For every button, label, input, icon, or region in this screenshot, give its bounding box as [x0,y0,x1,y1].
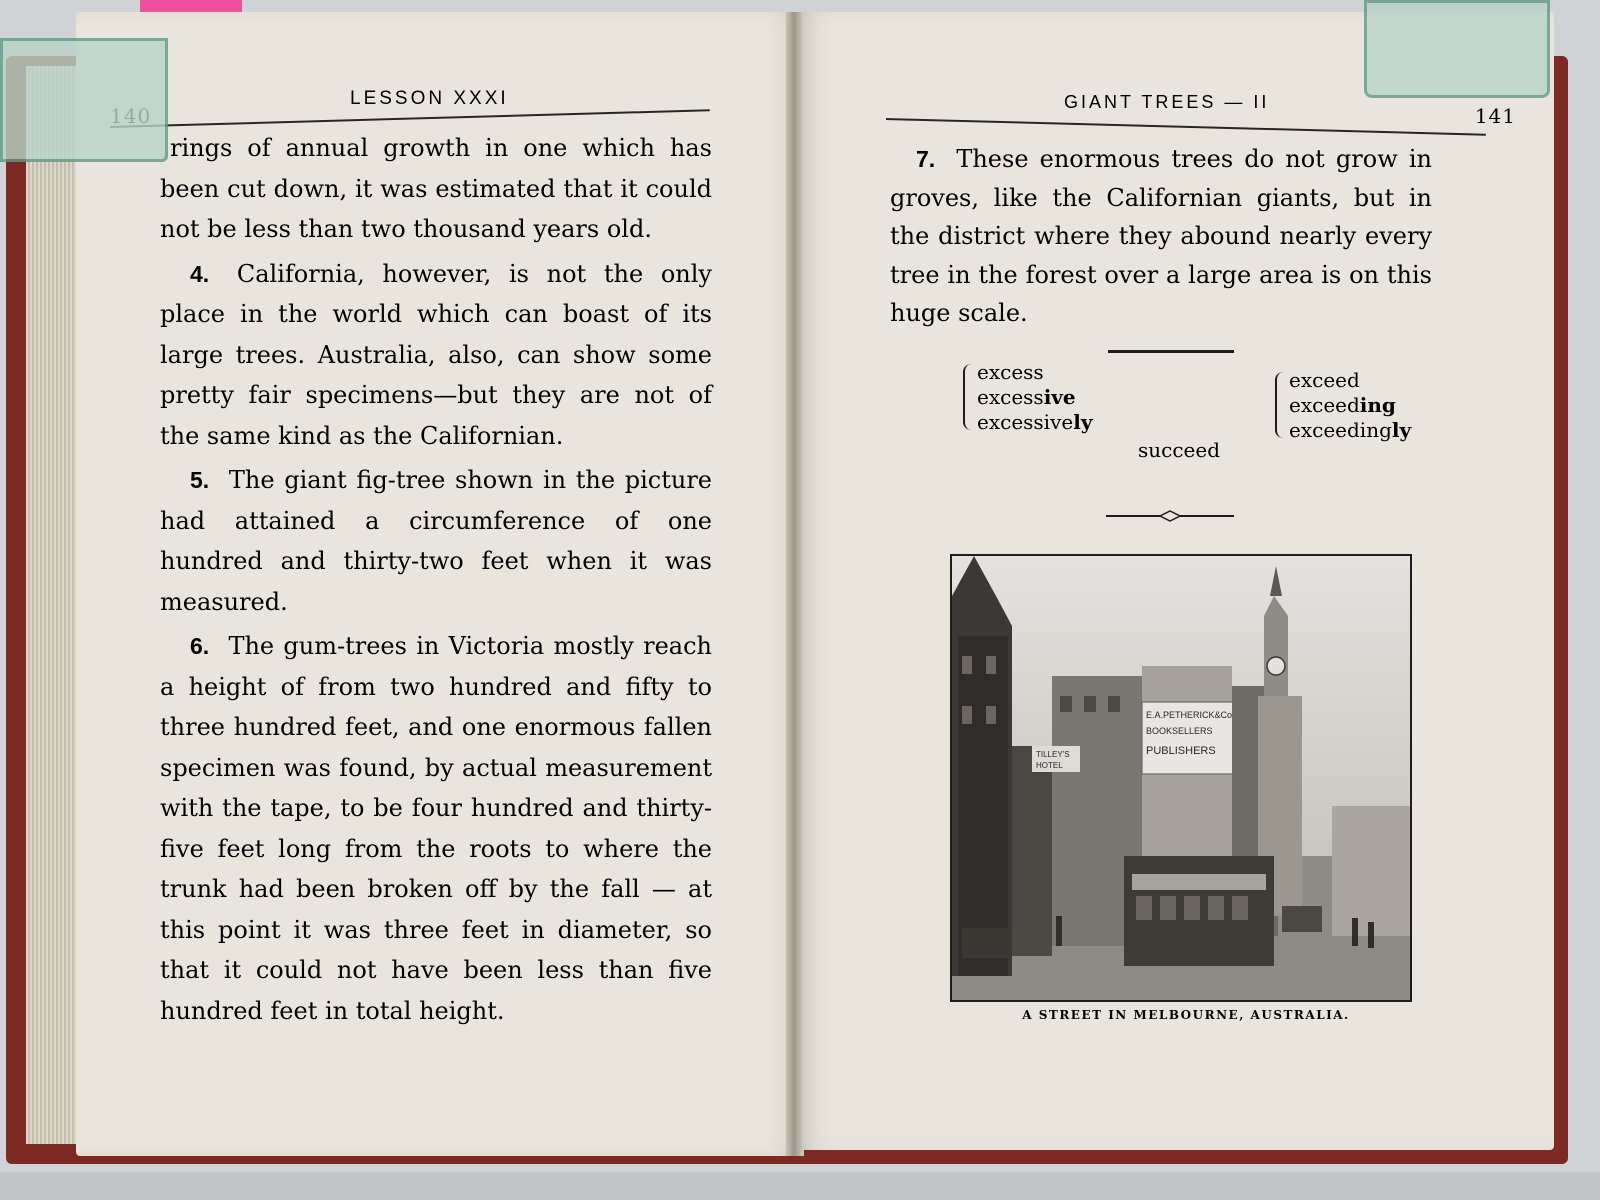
photo-sign-text: TILLEY'S [1036,750,1070,759]
single-word: succeed [1138,438,1221,462]
paragraph-text: These enormous trees do not grow in groves, like the Californian giants, but in the district where they abound nearly every tree in the forest over a large area is on this huge scale. [890,145,1433,327]
paragraph [160,626,712,1031]
page-clip [0,38,168,162]
left-page-header [110,86,710,128]
right-body-text [890,140,1432,333]
photo-caption: A STREET IN MELBOURNE, AUSTRALIA. [1022,1008,1350,1022]
paragraph [160,460,712,622]
word-form: exceedingly [1289,418,1412,442]
word-group-exceed [1275,368,1411,443]
word-form: exceed [1289,368,1360,392]
paragraph-text: The giant fig-tree shown in the picture had attained a circumference of one hundred and thirty-two feet when it was measured. [160,466,712,616]
word-form: excess [977,360,1044,384]
word-group-excess [963,360,1092,435]
paragraph [890,140,1432,333]
paragraph [160,254,712,457]
photo-sign-text: E.A.PETHERICK&Co [1146,710,1233,720]
word-form: exceeding [1289,393,1396,417]
section-separator [1108,350,1234,353]
left-running-head: LESSON XXXI [350,88,509,109]
left-header-rule [110,109,710,128]
left-body-text [160,128,712,1035]
photo-sign-text: PUBLISHERS [1146,745,1216,757]
background-strip [0,1172,1600,1200]
street-photo [950,554,1412,1002]
word-form: excessively [977,410,1093,434]
book-gutter [786,12,802,1156]
paragraph-number: 6. [190,633,210,659]
right-page-number: 141 [1474,104,1516,128]
right-running-head: GIANT TREES — II [1064,92,1270,112]
right-header-rule [886,118,1486,136]
ornament-divider [1106,510,1234,522]
page-clip [1364,0,1550,98]
paragraph-number: 7. [916,146,936,172]
paragraph-number: 4. [190,260,210,287]
paragraph-text: California, however, is not the only place in the world which can boast of its large trees. Australia, also, can show some pretty fair specimens—but they are not of the same kind as the Californian. [160,259,712,450]
paragraph-number: 5. [190,467,210,493]
word-form: excessive [977,385,1076,409]
photo-sign-text: BOOKSELLERS [1146,726,1213,736]
photo-sign-text: HOTEL [1036,761,1063,770]
paragraph [160,128,712,250]
paragraph-text: rings of annual growth in one which has been cut down, it was estimated that it could not be less than two thousand years old. [160,134,712,243]
paragraph-text: The gum-trees in Victoria mostly reach a height of from two hundred and fifty to three hundred feet, and one enormous fallen specimen was found, by actual measurement with the tape, to be four hundred and thirty-five feet long from the roots to where the trunk had been broken off by the fall — at this point it was three feet in diameter, so that it could not have been less than five hundred feet in total height. [160,632,712,1025]
